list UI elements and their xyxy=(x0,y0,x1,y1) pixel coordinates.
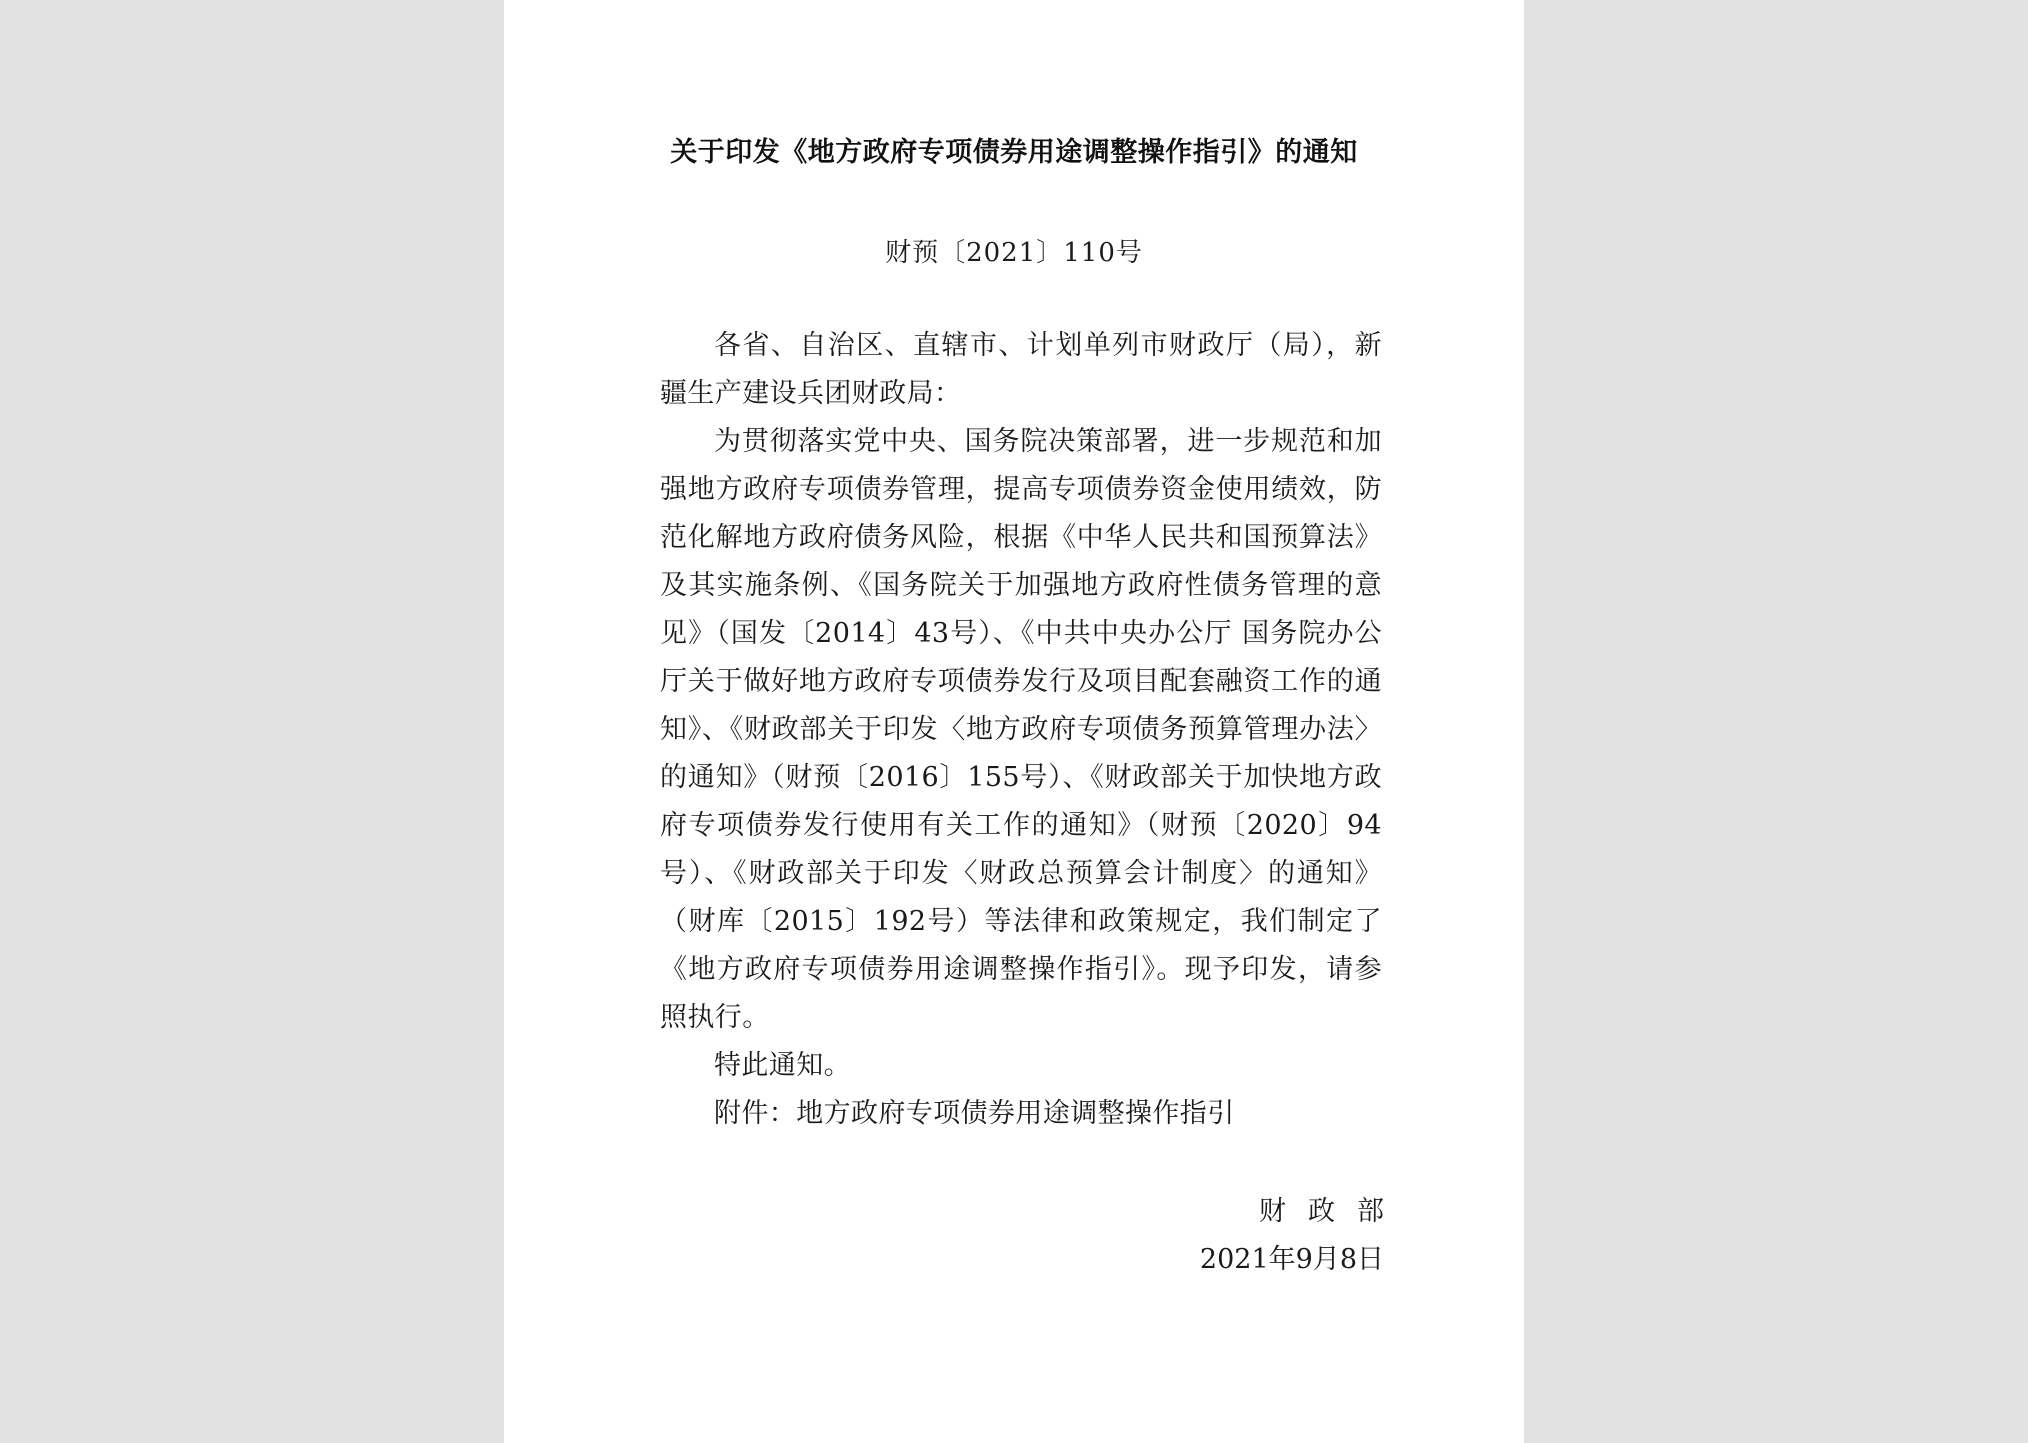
salutation: 各省、自治区、直辖市、计划单列市财政厅（局），新疆生产建设兵团财政局： xyxy=(660,330,1382,409)
body-paragraph: 为贯彻落实党中央、国务院决策部署，进一步规范和加强地方政府专项债券管理，提高专项债券资金使用绩效，防范化解地方政府债务风险，根据《中华人民共和国预算法》及其实施条例、《国务院关于加强地方政府性债务管理的意见》（国发〔2014〕43号）、《中共中央办公厅 国务院办公厅关于做好地方政府专项债券发行及项目配套融资工作的通知》、《财政部关于印发〈地方政府专项债务预算管理办法〉的通知》（财预〔2016〕155号）、《财政部关于加快地方政府专项债券发行使用有关工作的通知》（财预〔2020〕94号）、《财政部关于印发〈财政总预算会计制度〉的通知》（财库〔2015〕192号）等法律和政策规定，我们制定了《地方政府专项债券用途调整操作指引》。现予印发，请参照执行。 xyxy=(660,426,1382,1033)
document-body xyxy=(660,322,1382,1138)
signature-organization: 财政部 xyxy=(1259,1196,1406,1227)
signature-block xyxy=(1199,1188,1406,1284)
signature-date: 2021年9月8日 xyxy=(1199,1244,1384,1275)
document-page xyxy=(504,0,1524,1443)
attachment-line: 附件：地方政府专项债券用途调整操作指引 xyxy=(714,1098,1235,1129)
document-number: 财预〔2021〕110号 xyxy=(885,238,1143,268)
document-title: 关于印发《地方政府专项债券用途调整操作指引》的通知 xyxy=(670,137,1358,168)
closing-line: 特此通知。 xyxy=(714,1050,851,1081)
